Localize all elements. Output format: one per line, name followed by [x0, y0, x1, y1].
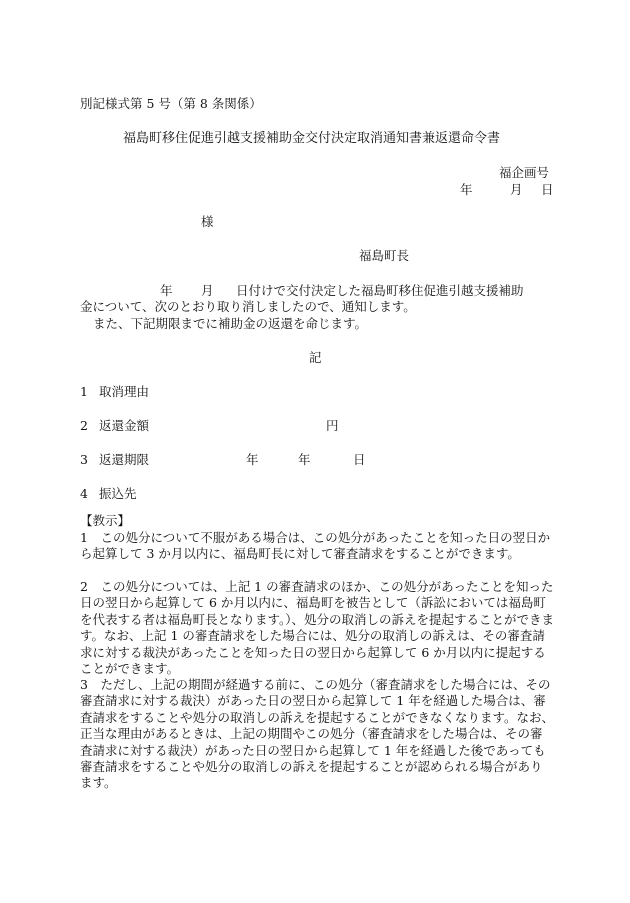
item1-label: 取消理由 — [99, 384, 150, 399]
date-day-label: 日 — [541, 182, 554, 197]
intro-line2: 金について、次のとおり取り消しましたので、通知します。 — [80, 299, 416, 314]
intro-month-label: 月 — [201, 283, 214, 298]
notice-paragraph-2 — [80, 579, 554, 677]
notice-heading: 【教示】 — [80, 513, 131, 528]
item3-label: 返還期限 — [99, 452, 150, 467]
addressee-suffix: 様 — [201, 214, 214, 229]
item2-unit: 円 — [326, 418, 339, 433]
item3-year-label: 年 — [246, 452, 259, 467]
date-month-label: 月 — [510, 182, 523, 197]
item3-day-label: 日 — [353, 452, 366, 467]
item2-label: 返還金額 — [99, 418, 150, 433]
intro-year-label: 年 — [160, 283, 173, 298]
item1-number: 1 — [80, 384, 88, 399]
notice-paragraph-3 — [80, 677, 554, 792]
item3-number: 3 — [80, 452, 88, 467]
intro-line1: 日付けで交付決定した福島町移住促進引越支援補助 — [236, 283, 524, 298]
item3-month-label: 年 — [298, 452, 311, 467]
date-year-label: 年 — [460, 182, 473, 197]
item2-number: 2 — [80, 418, 88, 433]
item4-number: 4 — [80, 486, 88, 501]
intro-line3: また、下記期限までに補助金の返還を命じます。 — [93, 316, 368, 331]
document-title: 福島町移住促進引越支援補助金交付決定取消通知書兼返還命令書 — [123, 131, 501, 146]
notice-paragraph-2-text: 2 この処分については、上記 1 の審査請求のほか、この処分があったことを知った日の翌日から起算して 6 か月以内に、福島町を被告として（訴訟においては福島町を代表する者は福島町長となります。）、処分の取消しの訴えを提起することができます。なお、上記 1 の審査請求をした場合には、処分の取消しの訴えは、その審査請求に対する裁決があったことを知った日の翌日から起算して 6 か月以内に提起することができます。 — [80, 579, 555, 677]
document-number: 福企画号 — [499, 165, 550, 180]
form-label: 別記様式第 5 号（第 8 条関係） — [80, 96, 262, 111]
ki-heading: 記 — [309, 350, 322, 365]
notice-paragraph-3-text: 3 ただし、上記の期間が経過する前に、この処分（審査請求をした場合には、その審査請求に対する裁決）があった日の翌日から起算して 1 年を経過した場合は、審査請求をすることや処分の取消しの訴えを提起することができなくなります。なお、正当な理由があるときは、上記の期間やこの処分（審査請求をした場合は、その審査請求に対する裁決）があった日の翌日から起算して 1 年を経過した後であっても審査請求をすることや処分の取消しの訴えを提起することが認められる場合があります。 — [80, 677, 555, 791]
issuer-name: 福島町長 — [359, 248, 410, 263]
notice-paragraph-1 — [80, 530, 554, 563]
notice-paragraph-1-text: 1 この処分について不服がある場合は、この処分があったことを知った日の翌日から起算して 3 か月以内に、福島町長に対して審査請求をすることができます。 — [80, 530, 551, 562]
item4-label: 振込先 — [99, 486, 137, 501]
